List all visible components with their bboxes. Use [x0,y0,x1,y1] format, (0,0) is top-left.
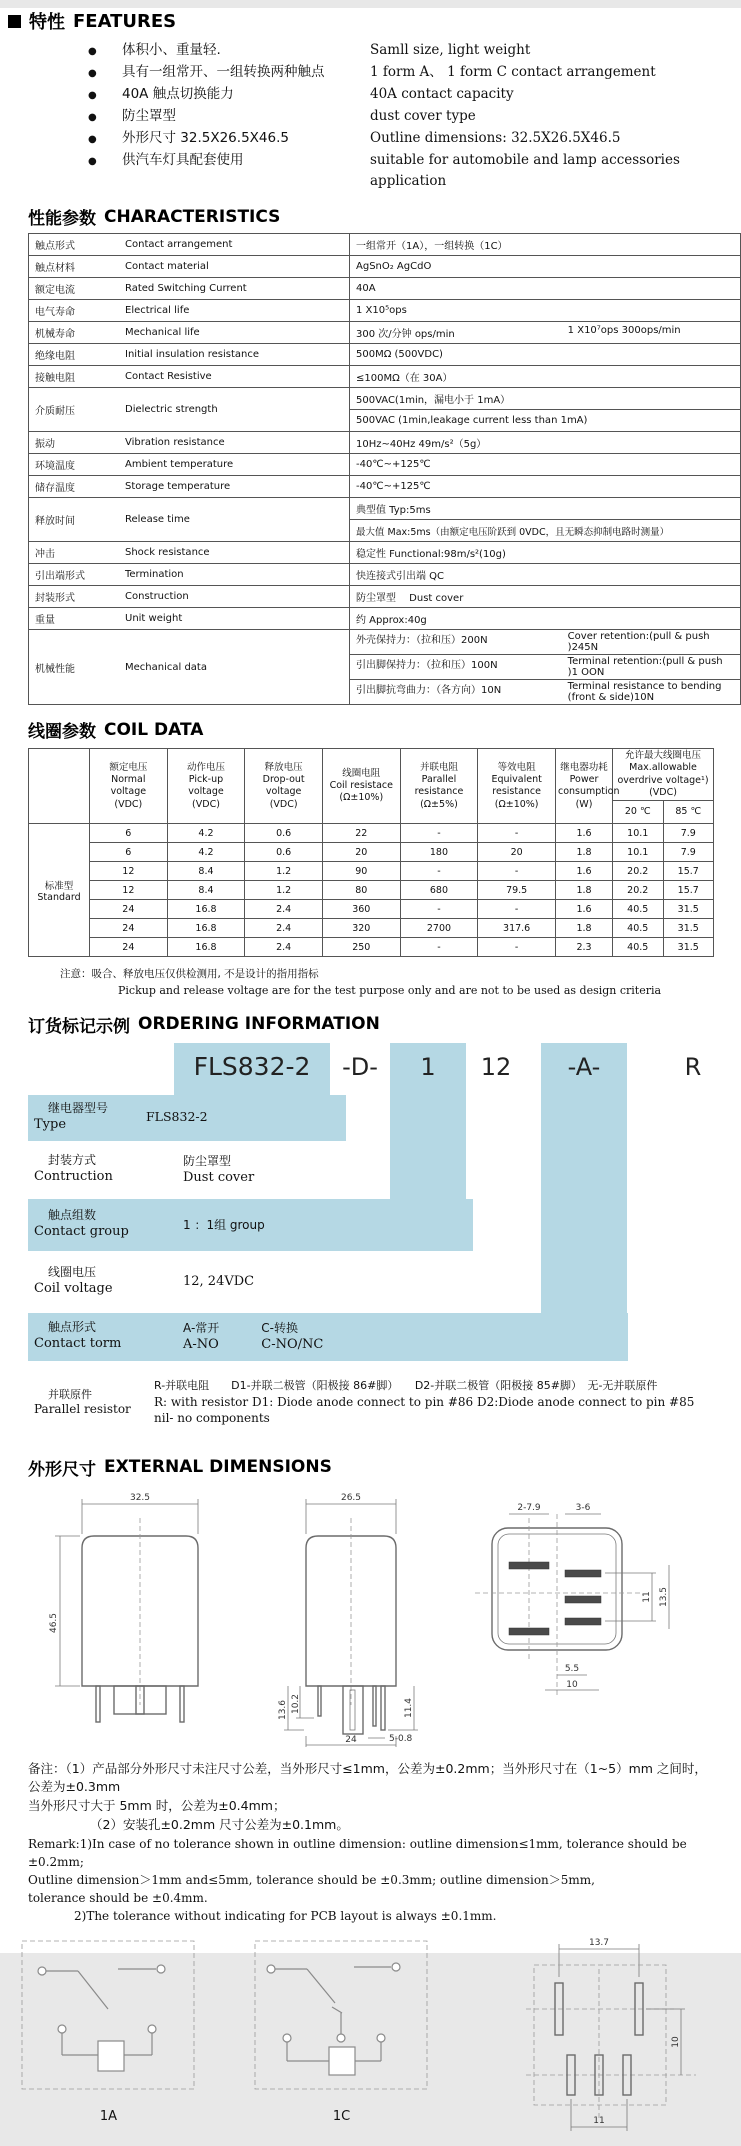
coil-cell: 6 [90,824,168,843]
coil-data-header [28,717,741,742]
coil-cell: - [400,862,478,881]
char-label-cn: 封装形式 [29,586,120,608]
features-title-cn: 特性 [29,12,65,33]
feature-cn: 外形尺寸 32.5X26.5X46.5 [122,130,289,146]
coil-cell: 2.4 [245,900,323,919]
char-value: 500VAC (1min,leakage current less than 1mA) [350,410,741,432]
circuit-1a-label: 1A [99,2108,118,2124]
coil-cell: 20.2 [613,862,664,881]
coil-cell: 1.8 [556,919,613,938]
dim-label-pcb-d3: 11 [593,2115,605,2126]
ordering-row-value: FLS832-2 [146,1109,208,1125]
section-square-icon [8,15,21,28]
dim-label-bottom-d4: 13.5 [659,1586,669,1607]
char-label-en: Mechanical data [119,630,350,705]
coil-cell: 8.4 [167,862,245,881]
coil-cell: 1.6 [556,862,613,881]
dim-label-side-d5: 24 [345,1734,357,1745]
char-value-part: 1 X10⁷ops 300ops/min [567,325,681,336]
char-row [29,278,741,300]
char-value: 稳定性 Functional:98m/s²(10g) [350,542,741,564]
ordering-row-value: C-转换 [261,1320,298,1335]
coil-cell: 4.2 [167,843,245,862]
coil-header-row [29,749,714,801]
coil-cell: 2.3 [556,938,613,957]
feature-item [88,84,741,106]
char-value: -40℃~+125℃ [350,454,741,476]
coil-table [28,748,714,957]
char-label-cn: 环境温度 [29,454,120,476]
char-label-cn: 电气寿命 [29,300,120,322]
dim-label-bottom-d1: 2-7.9 [517,1502,541,1513]
dim-label-bottom-d3: 11 [642,1590,652,1603]
order-code-resistor: R [684,1052,702,1081]
remark-cn-line: （2）安装孔±0.2mm 尺寸公差为±0.1mm。 [90,1816,349,1832]
char-value-part: Terminal retention:(pull & push )1 OON [567,656,723,678]
ordering-row-value: R: with resistor D1: Diode anode connect to pin #86 D2:Diode anode connect to pin #85 nil- no components [154,1394,695,1426]
char-value: AgSnO₂ AgCdO [350,256,741,278]
ordering-row-label-cn: 继电器型号 [48,1101,109,1116]
ordering-row-value: R-并联电阻 D1-并联二极管（阳极接 86#脚） D2-并联二极管（阳极接 85#脚） 无-无并联原件 [154,1379,658,1393]
char-row [29,432,741,454]
char-value [350,322,741,344]
coil-row [29,862,714,881]
coil-cell: 10.1 [613,824,664,843]
coil-header-cell: 额定电压 Normal voltage (VDC) [90,749,168,824]
bullet-icon: ● [88,134,97,145]
coil-cell: 0.6 [245,824,323,843]
char-row [29,586,741,608]
char-label-en: Contact Resistive [119,366,350,388]
char-value: 快连接式引出端 QC [350,564,741,586]
char-label-cn: 释放时间 [29,498,120,542]
feature-cn: 防尘罩型 [122,108,176,124]
order-code-construction: -D- [342,1052,378,1081]
dimension-remarks [28,1760,713,1925]
characteristics-title-cn: 性能参数 [28,209,96,229]
char-row [29,630,741,655]
dimension-drawings [30,1490,741,1748]
feature-cn: 体积小、重量轻. [122,42,221,58]
char-value: 500MΩ (500VDC) [350,344,741,366]
char-label-cn: 重量 [29,608,120,630]
char-row [29,388,741,410]
bullet-icon: ● [88,46,97,57]
coil-cell: 40.5 [613,938,664,957]
coil-row [29,824,714,843]
coil-cell: 24 [90,919,168,938]
char-row [29,542,741,564]
dim-label-front-height: 46.5 [49,1612,59,1633]
order-code-contact-form: -A- [567,1052,601,1081]
coil-subheader-85c: 85 ℃ [663,801,714,824]
coil-cell: 40.5 [613,900,664,919]
ordering-row-label-cn: 触点组数 [48,1208,97,1223]
bullet-icon: ● [88,68,97,79]
char-label-en: Contact material [119,256,350,278]
ordering-row-label-cn: 封装方式 [48,1153,97,1168]
coil-cell: 24 [90,900,168,919]
coil-cell: 7.9 [663,843,714,862]
char-label-en: Mechanical life [119,322,350,344]
coil-cell: - [478,938,556,957]
feature-item [88,128,741,150]
coil-header-cell: 释放电压 Drop-out voltage (VDC) [245,749,323,824]
feature-cn: 供汽车灯具配套使用 [122,152,244,168]
coil-cell: 16.8 [167,938,245,957]
coil-row [29,938,714,957]
coil-cell: 2.4 [245,938,323,957]
char-row [29,476,741,498]
ordering-row-parallel-resistor [28,1363,714,1443]
coil-cell: 20.2 [613,881,664,900]
dimensions-title-en: EXTERNAL DIMENSIONS [104,1457,332,1478]
ordering-row-construction [28,1143,714,1197]
char-value: 最大值 Max:5ms（由额定电压阶跃到 0VDC，且无瞬态抑制电路时测量） [350,520,741,542]
char-value: ≤100MΩ（在 30A） [350,366,741,388]
char-value: 典型值 Typ:5ms [350,498,741,520]
dim-label-pcb-d2: 10 [671,2035,681,2048]
char-label-en: Ambient temperature [119,454,350,476]
feature-en: Samll size, light weight [370,42,531,58]
circuit-1c [249,1937,434,2124]
feature-cn: 具有一组常开、一组转换两种触点 [122,64,325,80]
coil-cell: 12 [90,881,168,900]
coil-cell: 4.2 [167,824,245,843]
ordering-row-coil-voltage [28,1253,714,1311]
coil-cell: 20 [322,843,400,862]
dim-label-side-d2: 10.2 [291,1693,301,1714]
ordering-row-value: Dust cover [183,1169,255,1185]
coil-cell: 180 [400,843,478,862]
char-label-cn: 振动 [29,432,120,454]
coil-cell: 16.8 [167,919,245,938]
char-row [29,300,741,322]
coil-cell: 31.5 [663,919,714,938]
ordering-row-value: 防尘罩型 [183,1153,232,1168]
coil-cell: 1.6 [556,824,613,843]
coil-header-cell: 等效电阻 Equivalent resistance (Ω±10%) [478,749,556,824]
coil-title-cn: 线圈参数 [28,722,96,742]
remark-cn-line: 当外形尺寸大于 5mm 时，公差为±0.4mm； [28,1798,286,1814]
feature-item [88,40,741,62]
dimensions-header [28,1455,741,1480]
char-value: 40A [350,278,741,300]
coil-cell: 320 [322,919,400,938]
char-label-en: Shock resistance [119,542,350,564]
coil-title-en: COIL DATA [104,719,204,740]
coil-group-label: 标准型 Standard [29,824,90,957]
coil-cell: 250 [322,938,400,957]
char-value: 500VAC(1min，漏电小于 1mA） [350,388,741,410]
char-value-part: Terminal resistance to bending (front & side)10N [567,681,722,703]
char-value-part: 引出脚保持力：（拉和压）100N [356,660,498,671]
char-value: 防尘罩型 Dust cover [350,586,741,608]
char-row [29,498,741,520]
ordering-diagram [28,1043,713,1443]
char-value-part: 外壳保持力：（拉和压）200N [356,635,488,646]
ordering-row-value: 1 ：1组 group [183,1217,265,1232]
char-label-en: Electrical life [119,300,350,322]
ordering-row-value: A-NO [183,1336,219,1352]
char-value-part: 引出脚抗弯曲力：（各方向）10N [356,685,502,696]
char-row [29,608,741,630]
ordering-title-cn: 订货标记示例 [28,1016,130,1037]
feature-item [88,62,741,84]
char-label-en: Unit weight [119,608,350,630]
dim-label-bottom-d2: 3-6 [575,1502,591,1513]
char-value [350,655,741,680]
ordering-row-label-cn: 并联原件 [48,1387,92,1401]
ordering-row-type [28,1095,714,1141]
char-row [29,322,741,344]
ordering-row-label-en: Coil voltage [34,1280,113,1296]
coil-cell: 680 [400,881,478,900]
char-row [29,344,741,366]
remark-en-line: 2)The tolerance without indicating for PCB layout is always ±0.1mm. [74,1908,497,1923]
coil-cell: 80 [322,881,400,900]
char-label-en: Initial insulation resistance [119,344,350,366]
pcb-layout-drawing [496,1937,711,2142]
characteristics-table [28,233,741,705]
coil-header-cell: 线圈电阻 Coil resistace (Ω±10%) [322,749,400,824]
coil-cell: 90 [322,862,400,881]
char-value: 10Hz~40Hz 49m/s²（5g） [350,432,741,454]
char-label-en: Rated Switching Current [119,278,350,300]
dim-label-side-d4: 5-0.8 [389,1733,413,1744]
feature-en: suitable for automobile and lamp accessories application [370,152,680,189]
coil-header-cell: 动作电压 Pick-up voltage (VDC) [167,749,245,824]
coil-cell: 31.5 [663,900,714,919]
char-label-en: Vibration resistance [119,432,350,454]
datasheet-page [0,8,741,2126]
coil-cell: - [400,938,478,957]
feature-cn: 40A 触点切换能力 [122,86,234,102]
coil-row [29,919,714,938]
char-value-part: 300 次/分钟 ops/min [356,329,455,340]
features-title-en: FEATURES [73,10,177,32]
char-label-cn: 触点材料 [29,256,120,278]
schematics-row [16,1937,741,2146]
coil-cell: 12 [90,862,168,881]
coil-cell: 1.8 [556,881,613,900]
coil-cell: 22 [322,824,400,843]
coil-cell: - [478,824,556,843]
remark-cn-line: 备注：（1）产品部分外形尺寸未注尺寸公差，当外形尺寸≤1mm，公差为±0.2mm；当外形尺寸在（1~5）mm 之间时，公差为±0.3mm [28,1760,707,1795]
ordering-row-label-cn: 触点形式 [48,1320,97,1335]
coil-cell: - [478,862,556,881]
coil-cell: 79.5 [478,881,556,900]
bullet-icon: ● [88,90,97,101]
feature-item [88,150,741,192]
char-label-cn: 储存温度 [29,476,120,498]
char-value-part: Cover retention:(pull & push )245N [567,631,710,653]
features-list [88,40,741,192]
coil-cell: 360 [322,900,400,919]
coil-cell: 15.7 [663,881,714,900]
char-label-cn: 接触电阻 [29,366,120,388]
coil-cell: - [400,824,478,843]
ordering-header [28,1012,741,1037]
characteristics-title-en: CHARACTERISTICS [104,206,281,227]
coil-cell: 1.2 [245,862,323,881]
char-row [29,234,741,256]
coil-note-en: Pickup and release voltage are for the test purpose only and are not to be used as design criteria [118,984,662,998]
feature-en: 40A contact capacity [370,86,514,102]
char-label-cn: 额定电流 [29,278,120,300]
coil-subheader-20c: 20 ℃ [613,801,664,824]
features-header [8,8,741,34]
coil-cell: 317.6 [478,919,556,938]
coil-note-cn: 注意：吸合、释放电压仅供检测用, 不是设计的指用指标 [60,968,319,981]
coil-cell: 1.6 [556,900,613,919]
side-view-drawing [248,1490,433,1748]
coil-cell: 1.2 [245,881,323,900]
char-label-cn: 介质耐压 [29,388,120,432]
char-label-cn: 触点形式 [29,234,120,256]
order-code-contact-group: 1 [420,1052,436,1081]
char-value [350,680,741,705]
front-view-drawing [30,1490,220,1748]
coil-row [29,900,714,919]
char-label-cn: 机械寿命 [29,322,120,344]
char-label-en: Release time [119,498,350,542]
dim-label-pcb-d1: 13.7 [588,1937,610,1948]
coil-cell: 16.8 [167,900,245,919]
order-code-voltage: 12 [480,1052,512,1081]
ordering-row-label-en: Contact torm [34,1335,122,1351]
coil-note [60,967,741,999]
char-value: 1 X10⁵ops [350,300,741,322]
dim-label-bottom-d5: 5.5 [564,1663,580,1674]
coil-cell: 0.6 [245,843,323,862]
coil-header-cell-overdrive: 允许最大线圈电压 Max.allowable overdrive voltage¹) (VDC) [613,749,714,801]
coil-header-cell: 继电器功耗 Power consumption (W) [556,749,613,824]
char-row [29,454,741,476]
char-row [29,366,741,388]
coil-cell: 7.9 [663,824,714,843]
coil-row [29,881,714,900]
coil-cell: 2700 [400,919,478,938]
ordering-row-label-en: Contact group [34,1223,129,1239]
char-label-cn: 冲击 [29,542,120,564]
circuit-1c-label: 1C [332,2108,351,2124]
coil-cell: 20 [478,843,556,862]
char-label-cn: 引出端形式 [29,564,120,586]
coil-cell: 24 [90,938,168,957]
coil-header-cell: 并联电阻 Parallel resistance (Ω±5%) [400,749,478,824]
ordering-row-value: 12, 24VDC [183,1273,255,1289]
ordering-title-en: ORDERING INFORMATION [138,1014,380,1035]
coil-cell: 40.5 [613,919,664,938]
ordering-row-value: C-NO/NC [261,1336,324,1352]
char-value [350,630,741,655]
char-row [29,564,741,586]
dim-label-bottom-d6: 10 [566,1679,578,1690]
ordering-row-label-en: Parallel resistor [34,1401,131,1416]
order-code-type: FLS832-2 [193,1051,311,1081]
coil-row [29,843,714,862]
coil-cell: - [400,900,478,919]
dim-label-front-width: 32.5 [129,1492,151,1503]
char-row [29,256,741,278]
coil-cell: - [478,900,556,919]
pcb-layout [496,1937,711,2146]
char-label-en: Contact arrangement [119,234,350,256]
bullet-icon: ● [88,112,97,123]
dim-label-side-width: 26.5 [340,1492,362,1503]
char-value: 一组常开（1A），一组转换（1C） [350,234,741,256]
feature-en: Outline dimensions: 32.5X26.5X46.5 [370,130,621,146]
bottom-view-drawing [447,1490,697,1710]
char-label-en: Construction [119,586,350,608]
characteristics-header [28,204,741,229]
ordering-row-contact-group [28,1199,714,1251]
remark-en-line: Outline dimension＞1mm and≤5mm, tolerance should be ±0.3mm; outline dimension＞5mm, [28,1872,595,1887]
char-value: -40℃~+125℃ [350,476,741,498]
ordering-row-label-cn: 线圈电压 [48,1265,97,1280]
feature-en: dust cover type [370,108,476,124]
ordering-row-value: A-常开 [183,1320,220,1335]
ordering-row-label-en: Type [34,1116,67,1132]
ordering-row-contact-form [28,1313,714,1361]
coil-cell: 10.1 [613,843,664,862]
char-value: 约 Approx:40g [350,608,741,630]
coil-cell: 8.4 [167,881,245,900]
coil-cell: 2.4 [245,919,323,938]
dimensions-title-cn: 外形尺寸 [28,1459,96,1480]
remark-en-line: tolerance should be ±0.4mm. [28,1890,208,1905]
dim-label-side-d1: 13.6 [278,1699,288,1720]
coil-cell: 31.5 [663,938,714,957]
coil-cell: 15.7 [663,862,714,881]
circuit-1a [16,1937,201,2124]
feature-en: 1 form A、 1 form C contact arrangement [370,64,656,80]
char-label-en: Storage temperature [119,476,350,498]
feature-item [88,106,741,128]
circuit-1c-drawing [249,1937,434,2095]
coil-cell: 6 [90,843,168,862]
dim-label-side-d3: 11.4 [404,1697,414,1718]
coil-cell: 1.8 [556,843,613,862]
char-label-en: Dielectric strength [119,388,350,432]
char-label-cn: 绝缘电阻 [29,344,120,366]
char-label-en: Termination [119,564,350,586]
ordering-row-label-en: Contruction [34,1168,113,1184]
circuit-1a-drawing [16,1937,201,2095]
bullet-icon: ● [88,156,97,167]
remark-en-line: Remark:1)In case of no tolerance shown in outline dimension: outline dimension≤1mm, tolerance should be ±0.2mm; [28,1836,687,1869]
char-label-cn: 机械性能 [29,630,120,705]
coil-group-header [29,749,90,824]
